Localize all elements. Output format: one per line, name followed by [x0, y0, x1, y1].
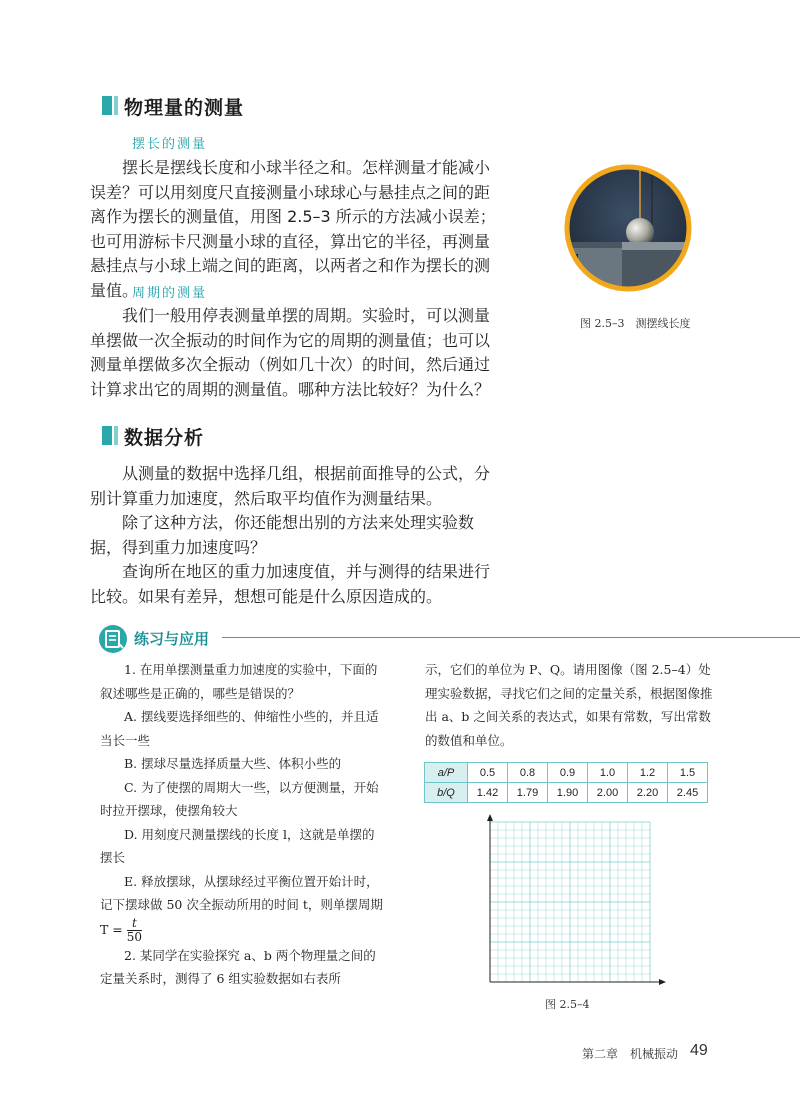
- paragraph-length-text: 摆长是摆线长度和小球半径之和。怎样测量才能减小误差？可以用刻度尺直接测量小球球心与悬挂点之间的距离作为摆长的测量值，用图 2.5–3 所示的方法减小误差；也可用游标卡尺测量小球的直径，算出它的半径，再测量悬挂点与小球上端之间的距离，以两者之和作为摆长的测量值。: [90, 158, 496, 300]
- fraction-denominator: 50: [126, 929, 143, 944]
- paragraph-period-text: 我们一般用停表测量单摆的周期。实验时，可以测量单摆做一次全振动的时间作为它的周期的测量值；也可以测量单摆做多次全振动（例如几十次）的时间，然后通过计算求出它的周期的测量值。哪种方法比较好？为什么？: [90, 306, 491, 399]
- pendulum-photo: [562, 162, 694, 294]
- paragraph-length: [90, 156, 500, 303]
- table-cell: 1.0: [588, 763, 628, 783]
- table-cell: 1.90: [548, 783, 588, 803]
- table-row-a: [425, 763, 708, 783]
- graph-paper: [478, 812, 668, 992]
- exercise-rule: [222, 637, 800, 638]
- pendulum-photo-illustration: [562, 162, 694, 294]
- heading-marker: [102, 96, 112, 115]
- analysis-text-3: 查询所在地区的重力加速度值，并与测得的结果进行比较。如果有差异，想想可能是什么原因造成的。: [90, 562, 491, 606]
- figure-caption-2-5-3: 图 2.5–3 测摆线长度: [580, 317, 691, 330]
- question-2-left: 2. 某同学在实验探究 a、b 两个物理量之间的定量关系时，测得了 6 组实验数据如右表所: [100, 947, 376, 986]
- exercise-title: 练习与应用: [134, 630, 210, 648]
- data-table-container: [424, 762, 708, 803]
- question-1-b: B. 摆球尽量选择质量大些、体积小些的: [124, 756, 342, 771]
- subheading-period: 周期的测量: [132, 286, 208, 301]
- question-1: 1. 在用单摆测量重力加速度的实验中，下面的叙述哪些是正确的，哪些是错误的？: [100, 662, 378, 701]
- section-title-measurement: 物理量的测量: [124, 97, 245, 119]
- question-2-right: 示，它们的单位为 P、Q。请用图像（图 2.5–4）处理实验数据，寻找它们之间的定量关系，根据图像推出 a、b 之间关系的表达式，如果有常数，写出常数的数值和单位。: [425, 662, 713, 748]
- question-1-d: D. 用刻度尺测量摆线的长度 l，这就是单摆的摆长: [100, 826, 375, 865]
- table-cell: 2.00: [588, 783, 628, 803]
- subheading-length: 摆长的测量: [132, 137, 208, 152]
- data-table: [424, 762, 708, 803]
- exercise-left-column: [100, 658, 385, 991]
- paragraph-period: [90, 304, 500, 402]
- graph-grid: [478, 812, 668, 992]
- paragraph-analysis: [90, 462, 500, 609]
- question-1-c: C. 为了使摆的周期大一些，以方便测量，开始时拉开摆球，使摆角较大: [100, 779, 379, 818]
- table-cell: 0.5: [468, 763, 508, 783]
- analysis-text-1: 从测量的数据中选择几组，根据前面推导的公式，分别计算重力加速度，然后取平均值作为测量结果。: [90, 464, 491, 508]
- page-number: 49: [690, 1042, 708, 1059]
- fraction: [127, 917, 142, 944]
- y-axis-arrow-icon: [487, 814, 493, 821]
- question-1-e-text: E. 释放摆球，从摆球经过平衡位置开始计时，记下摆球做 50 次全振动所用的时间 t，则单摆周期 T =: [100, 873, 383, 937]
- exercise-right-column: [425, 658, 715, 752]
- table-cell: 1.2: [628, 763, 668, 783]
- section-title-analysis: 数据分析: [124, 427, 205, 449]
- table-cell: 2.45: [668, 783, 708, 803]
- table-cell: 2.20: [628, 783, 668, 803]
- table-header-a: a/P: [425, 763, 468, 783]
- figure-caption-2-5-4: 图 2.5–4: [545, 998, 590, 1011]
- analysis-text-2: 除了这种方法，你还能想出别的方法来处理实验数据，得到重力加速度吗？: [90, 513, 475, 557]
- table-cell: 1.5: [668, 763, 708, 783]
- x-axis-arrow-icon: [659, 979, 666, 985]
- question-1-e: [100, 870, 385, 944]
- table-row-b: [425, 783, 708, 803]
- table-cell: 0.9: [548, 763, 588, 783]
- fraction-numerator: t: [127, 917, 142, 931]
- heading-marker: [102, 426, 112, 445]
- table-header-b: b/Q: [425, 783, 468, 803]
- table-cell: 1.42: [468, 783, 508, 803]
- table-cell: 1.79: [508, 783, 548, 803]
- table-cell: 0.8: [508, 763, 548, 783]
- footer-chapter: 第二章 机械振动: [582, 1047, 679, 1061]
- question-1-a: A. 摆线要选择细些的、伸缩性小些的，并且适当长一些: [100, 709, 379, 748]
- exercise-icon: [98, 624, 128, 654]
